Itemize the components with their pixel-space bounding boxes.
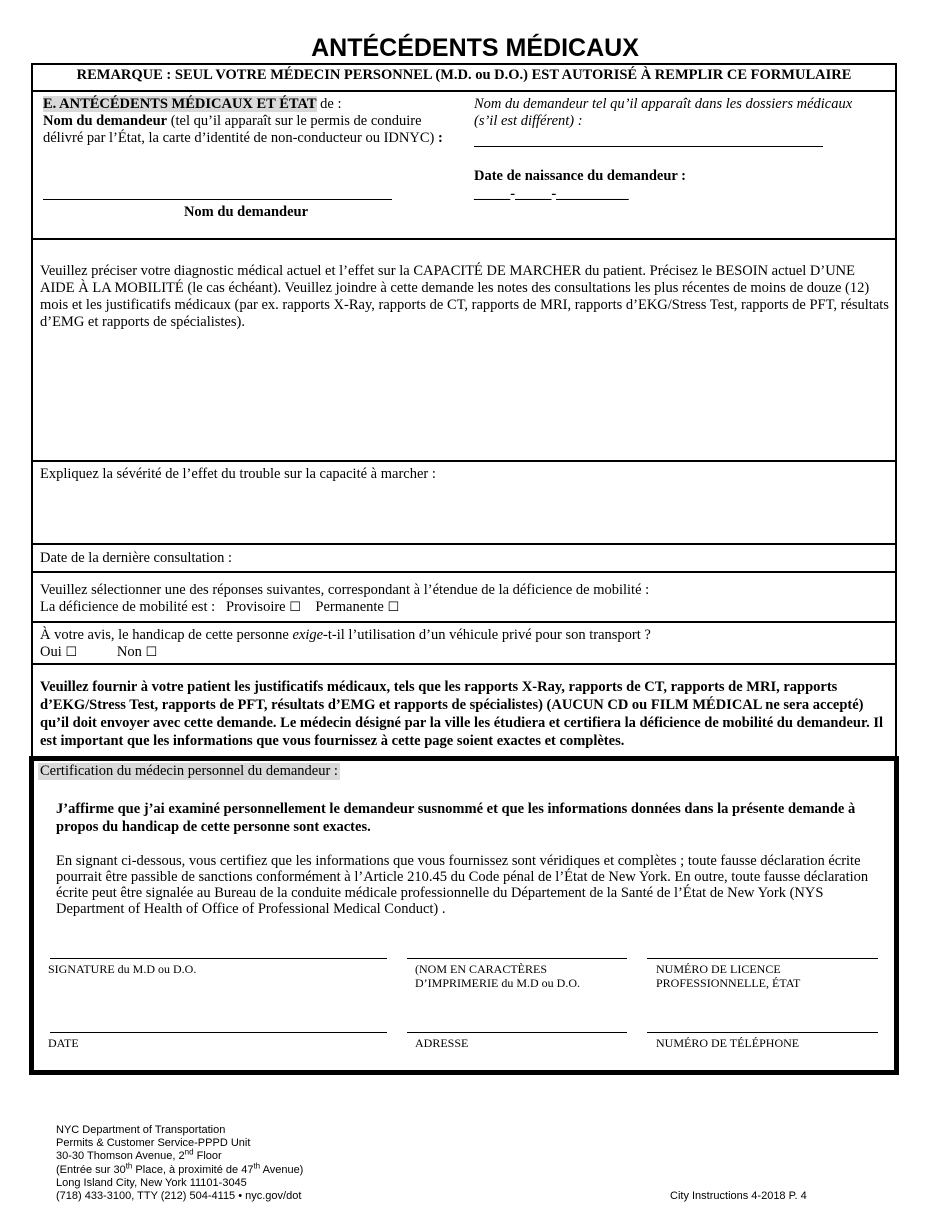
no-checkbox[interactable]: ☐ bbox=[145, 645, 158, 660]
divider bbox=[31, 663, 897, 665]
section-e-left: E. ANTÉCÉDENTS MÉDICAUX ET ÉTAT de : Nom du demandeur (tel qu’il apparaît sur le permis de conduire délivré par l’État, la carte d’identité de non-conducteur ou IDNYC) : bbox=[43, 96, 443, 146]
date-field[interactable] bbox=[50, 1032, 387, 1033]
vehicle-question: À votre avis, le handicap de cette personne exige-t-il l’utilisation d’un véhicule privé pour son transport ? bbox=[40, 627, 651, 643]
phone-label: NUMÉRO DE TÉLÉPHONE bbox=[656, 1036, 800, 1050]
address-label: ADRESSE bbox=[415, 1036, 469, 1050]
address-field[interactable] bbox=[407, 1032, 627, 1033]
page-title: ANTÉCÉDENTS MÉDICAUX bbox=[311, 34, 639, 62]
signature-field[interactable] bbox=[50, 958, 387, 959]
physician-only-notice: REMARQUE : SEUL VOTRE MÉDECIN PERSONNEL (M.D. ou D.O.) EST AUTORISÉ À REMPLIR CE FORMULAIRE bbox=[76, 67, 852, 83]
footer-address: NYC Department of Transportation Permits & Customer Service-PPPD Unit 30-30 Thomson Avenue, 2nd Floor (Entrée sur 30th Place, à proximité de 47th Avenue) Long Island City, New York 11101-3045 (718) 433-3100, TTY (212) 504-4115 • nyc.gov/dot bbox=[56, 1124, 304, 1203]
divider bbox=[31, 543, 897, 545]
license-field[interactable] bbox=[647, 958, 878, 959]
applicant-name-label: Nom du demandeur bbox=[43, 113, 168, 129]
divider bbox=[31, 460, 897, 462]
mobility-section bbox=[40, 582, 890, 616]
affirmation-text: J’affirme que j’ai examiné personnellement le demandeur susnommé et que les informations données dans la présente demande à propos du handicap de cette personne sont exactes. bbox=[56, 801, 856, 835]
phone-field[interactable] bbox=[647, 1032, 878, 1033]
applicant-name-caption: Nom du demandeur bbox=[183, 204, 309, 220]
print-name-label: (NOM EN CARACTÈRES D’IMPRIMERIE du M.D ou D.O. bbox=[415, 962, 580, 990]
section-e-heading: E. ANTÉCÉDENTS MÉDICAUX ET ÉTAT bbox=[43, 96, 317, 112]
no-option-label: Non bbox=[116, 644, 142, 660]
permanent-option-label: Permanente bbox=[315, 599, 384, 615]
print-name-field[interactable] bbox=[407, 958, 627, 959]
dob-label: Date de naissance du demandeur : bbox=[474, 168, 687, 184]
mobility-label: La déficience de mobilité est : bbox=[40, 599, 216, 615]
license-label: NUMÉRO DE LICENCE PROFESSIONNELLE, ÉTAT bbox=[656, 962, 801, 990]
yes-option-label: Oui bbox=[40, 644, 62, 660]
divider bbox=[31, 621, 897, 623]
severity-label: Expliquez la sévérité de l’effet du trouble sur la capacité à marcher : bbox=[40, 466, 436, 482]
supporting-docs-instructions: Veuillez fournir à votre patient les justificatifs médicaux, tels que les rapports X-Ray, rapports de CT, rapports de MRI, rapports d’EKG/Stress Test, rapports de PFT, résultats d’EMG et rapports de spécialistes) (AUCUN CD ou FILM MÉDICAL ne sera accepté) qu’il doit envoyer avec cette demande. Le médecin désigné par la ville les étudiera et certifiera la déficience de mobilité du demandeur. Il est important que les informations que vous fournissez à cette page soient exactes et complètes. bbox=[40, 679, 884, 749]
date-label: DATE bbox=[48, 1036, 79, 1050]
yes-checkbox[interactable]: ☐ bbox=[65, 645, 78, 660]
divider bbox=[31, 571, 897, 573]
permanent-checkbox[interactable]: ☐ bbox=[387, 600, 400, 615]
signature-label: SIGNATURE du M.D ou D.O. bbox=[48, 962, 197, 976]
provisional-checkbox[interactable]: ☐ bbox=[289, 600, 301, 615]
vehicle-section bbox=[40, 627, 890, 661]
certification-heading: Certification du médecin personnel du demandeur : bbox=[40, 763, 338, 779]
alt-name-field[interactable] bbox=[474, 146, 823, 147]
page-reference: City Instructions 4-2018 P. 4 bbox=[670, 1190, 807, 1202]
dob-field[interactable]: _____-_____-__________ bbox=[474, 186, 629, 202]
divider bbox=[31, 90, 897, 92]
certification-statement: En signant ci-dessous, vous certifiez que les informations que vous fournissez sont véridiques et complètes ; toute fausse déclaration écrite pourrait être passible de sanctions conformément à l’Article 210.45 du Code pénal de l’État de New York. En outre, toute fausse déclaration écrite peut être signalée au Bureau de la conduite médicale professionnelle du Département de la Santé de l’État de New York (NYS Department of Health of Office of Professional Medical Conduct) . bbox=[56, 853, 869, 917]
diagnosis-instructions: Veuillez préciser votre diagnostic médical actuel et l’effet sur la CAPACITÉ DE MARCHER du patient. Précisez le BESOIN actuel D’UNE AIDE À LA MOBILITÉ (le cas échéant). Veuillez joindre à cette demande les notes des consultations les plus récentes de moins de douze (12) mois et les justificatifs médicaux (par ex. rapports X-Ray, rapports de CT, rapports de MRI, rapports d’EKG/Stress Test, rapports de PFT, résultats d’EMG et rapports de spécialistes). bbox=[40, 263, 889, 330]
mobility-prompt: Veuillez sélectionner une des réponses suivantes, correspondant à l’étendue de la déficience de mobilité : bbox=[40, 582, 650, 598]
alt-name-label: Nom du demandeur tel qu’il apparaît dans les dossiers médicaux (s’il est différent) : bbox=[474, 96, 853, 129]
last-visit-label: Date de la dernière consultation : bbox=[40, 550, 233, 566]
applicant-name-field[interactable] bbox=[43, 199, 392, 200]
divider bbox=[31, 238, 897, 240]
provisional-option-label: Provisoire bbox=[226, 599, 286, 615]
